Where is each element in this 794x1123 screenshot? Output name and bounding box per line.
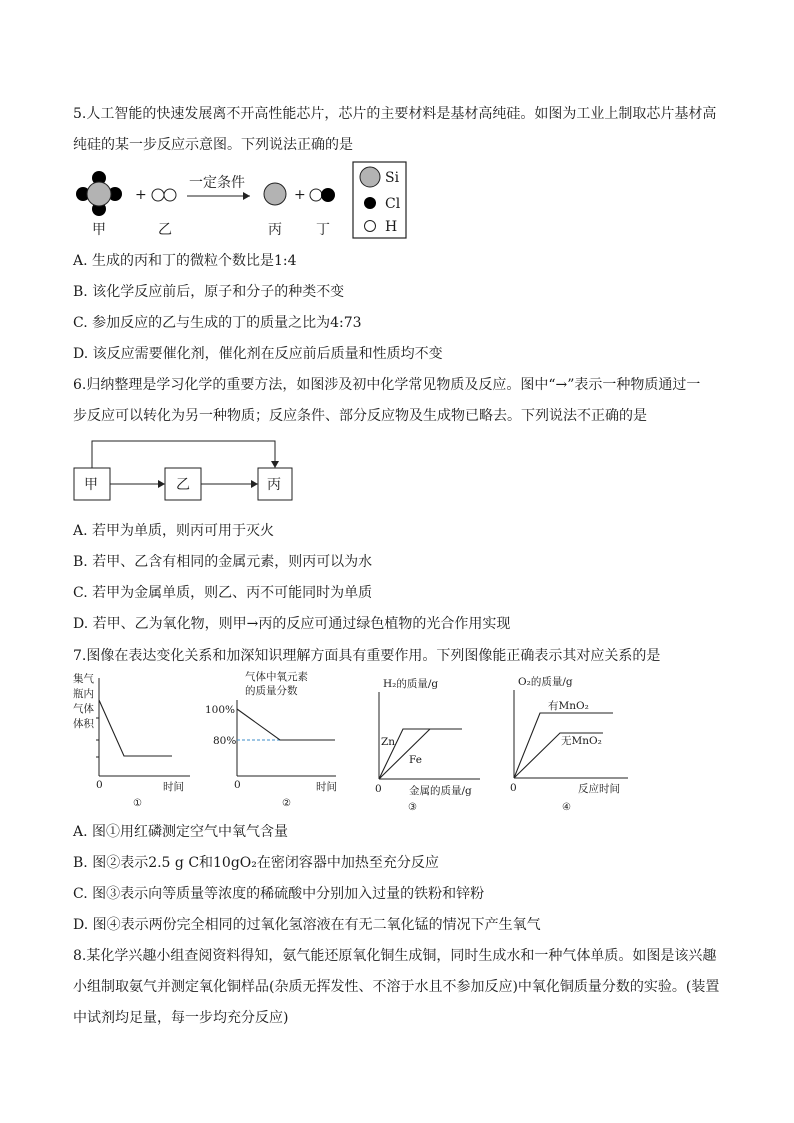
graph2-tick-100: 100% xyxy=(205,704,236,716)
graph1-ylabel-1: 集气 xyxy=(73,673,94,685)
graph2-ylabel-1: 气体中氧元素 xyxy=(245,671,308,683)
q5-stem-line2: 纯硅的某一步反应示意图。下列说法正确的是 xyxy=(73,137,353,153)
q8-stem-line2: 小组制取氨气并测定氧化铜样品(杂质无挥发性、不溶于水且不参加反应)中氧化铜质量分数的实验。(装置 xyxy=(73,979,720,995)
q5-option-c: C. 参加反应的乙与生成的丁的质量之比为4:73 xyxy=(73,315,362,331)
graph-4 xyxy=(510,675,628,813)
graph1-xlabel: 时间 xyxy=(163,781,184,793)
graph2-xlabel: 时间 xyxy=(316,781,337,793)
graph2-ylabel-2: 的质量分数 xyxy=(245,685,298,697)
q7-option-d: D. 图④表示两份完全相同的过氧化氢溶液在有无二氧化锰的情况下产生氧气 xyxy=(73,917,541,933)
q7-stem: 7.图像在表达变化关系和加深知识理解方面具有重要作用。下列图像能正确表示其对应关系的是 xyxy=(73,648,661,664)
q5-stem-line1: 5.人工智能的快速发展离不开高性能芯片，芯片的主要材料是基材高纯硅。如图为工业上制取芯片基材高 xyxy=(73,106,717,122)
q6-option-b: B. 若甲、乙含有相同的金属元素，则丙可以为水 xyxy=(73,554,373,570)
graph1-ylabel-2: 瓶内 xyxy=(73,688,94,700)
graph2-origin: 0 xyxy=(234,779,241,791)
q5-option-d: D. 该反应需要催化剂，催化剂在反应前后质量和性质均不变 xyxy=(73,346,443,362)
q6-stem-line2: 步反应可以转化为另一种物质；反应条件、部分反应物及生成物已略去。下列说法不正确的是 xyxy=(73,408,647,424)
graph4-number: ④ xyxy=(562,802,571,813)
graph4-xlabel: 反应时间 xyxy=(578,783,620,795)
label-bing: 丙 xyxy=(268,222,282,238)
legend-si: Si xyxy=(385,170,400,186)
box-bing: 丙 xyxy=(267,477,281,493)
graph3-fe-label: Fe xyxy=(409,754,422,766)
box-jia: 甲 xyxy=(84,477,98,493)
graph-2 xyxy=(205,670,337,809)
label-ding: 丁 xyxy=(316,222,330,238)
q6-option-c: C. 若甲为金属单质，则乙、丙不可能同时为单质 xyxy=(73,585,373,601)
q5-option-a: A. 生成的丙和丁的微粒个数比是1:4 xyxy=(73,253,297,269)
graph3-number: ③ xyxy=(408,802,417,813)
q6-stem-line1: 6.归纳整理是学习化学的重要方法，如图涉及初中化学常见物质及反应。图中“→”表示一种物质通过一 xyxy=(73,377,701,393)
q8-stem-line3: 中试剂均足量，每一步均充分反应) xyxy=(73,1010,289,1026)
box-yi: 乙 xyxy=(176,477,190,493)
legend-cl: Cl xyxy=(385,196,401,212)
label-jia: 甲 xyxy=(92,222,106,238)
q7-option-c: C. 图③表示向等质量等浓度的稀硫酸中分别加入过量的铁粉和锌粉 xyxy=(73,886,485,902)
q6-option-a: A. 若甲为单质，则丙可用于灭火 xyxy=(73,523,275,539)
label-yi: 乙 xyxy=(158,222,172,238)
plus-sign-1: + xyxy=(135,187,147,203)
graph2-number: ② xyxy=(282,798,291,809)
graph3-ylabel: H₂的质量/g xyxy=(383,678,439,690)
legend-h: H xyxy=(385,219,398,235)
q6-option-d: D. 若甲、乙为氧化物，则甲→丙的反应可通过绿色植物的光合作用实现 xyxy=(73,616,511,632)
graph-3 xyxy=(375,677,480,813)
graph4-ylabel: O₂的质量/g xyxy=(518,676,573,688)
graph2-tick-80: 80% xyxy=(213,735,237,747)
graph3-origin: 0 xyxy=(375,783,382,795)
graph3-xlabel: 金属的质量/g xyxy=(409,785,472,797)
graph3-zn-label: Zn xyxy=(381,736,396,748)
graph4-with-mno2: 有MnO₂ xyxy=(548,700,589,712)
graph4-without-mno2: 无MnO₂ xyxy=(561,735,602,747)
q8-stem-line1: 8.某化学兴趣小组查阅资料得知，氨气能还原氧化铜生成铜，同时生成水和一种气体单质。如图是该兴趣 xyxy=(73,948,717,964)
q5-option-b: B. 该化学反应前后，原子和分子的种类不变 xyxy=(73,284,345,300)
plus-sign-2: + xyxy=(294,187,306,203)
q7-option-b: B. 图②表示2.5 g C和10gO₂在密闭容器中加热至充分反应 xyxy=(73,855,439,871)
q7-option-a: A. 图①用红磷测定空气中氧气含量 xyxy=(73,824,289,840)
reaction-condition: 一定条件 xyxy=(189,175,245,191)
graph4-origin: 0 xyxy=(510,782,517,794)
graph-1 xyxy=(73,672,190,809)
graph1-ylabel-3: 气体 xyxy=(73,703,94,715)
graph1-ylabel-4: 体积 xyxy=(73,718,94,730)
graph1-number: ① xyxy=(133,798,142,809)
graph1-origin: 0 xyxy=(96,779,103,791)
